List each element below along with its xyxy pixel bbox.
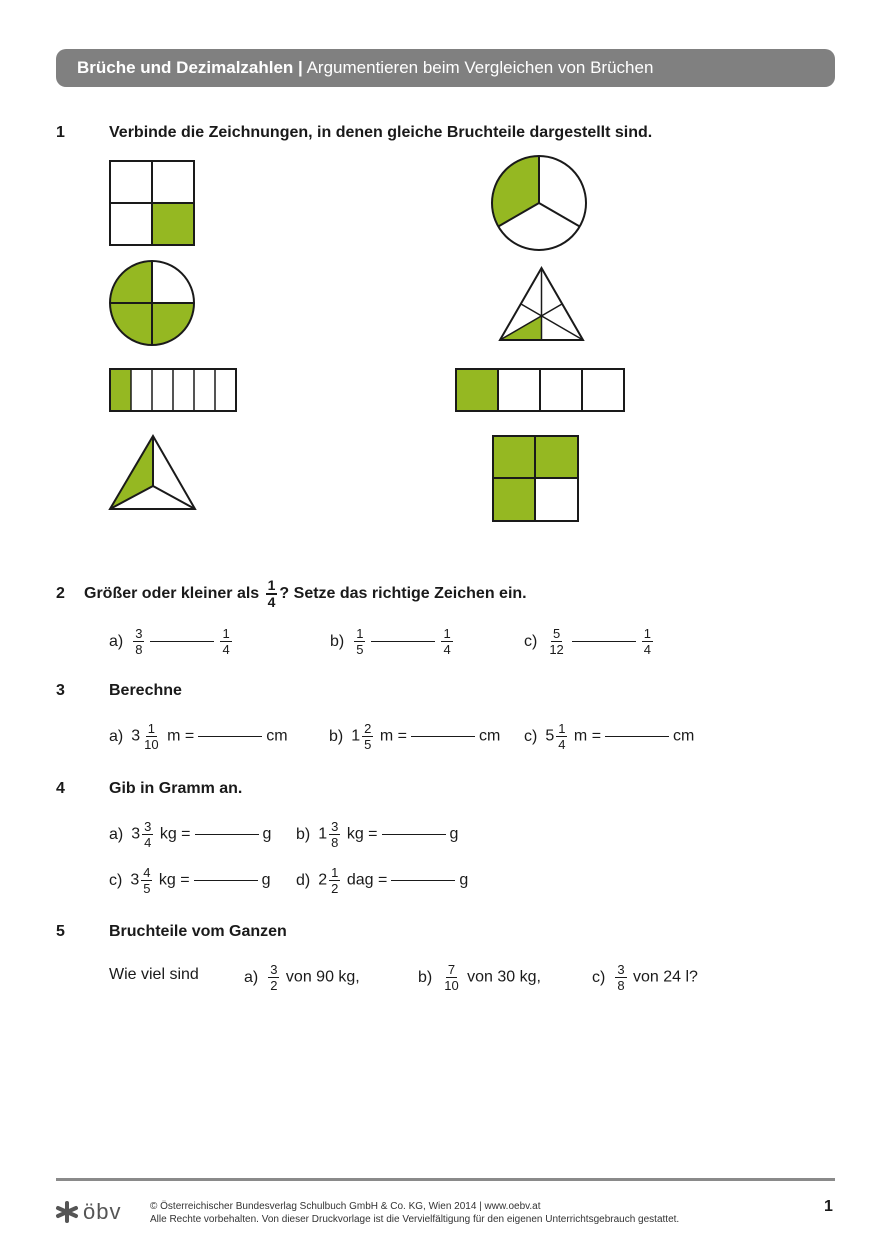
item-label: c) <box>524 632 538 650</box>
answer-blank[interactable] <box>371 641 435 642</box>
mixed-fraction <box>362 722 373 751</box>
task1-title: Verbinde die Zeichnungen, in denen gleiche Bruchteile dargestellt sind. <box>109 124 653 141</box>
task3-number: 3 <box>56 682 65 699</box>
mixed-whole: 3 <box>131 825 141 843</box>
item-label: b) <box>330 632 345 650</box>
fraction-numerator: 1 <box>356 626 364 641</box>
answer-blank[interactable] <box>605 736 669 737</box>
fraction-denominator: 4 <box>267 593 276 610</box>
mixed-whole: 1 <box>351 727 361 745</box>
fraction-right <box>642 627 653 656</box>
item-label: d) <box>296 871 311 889</box>
task5-number: 5 <box>56 923 65 940</box>
shape-square-three-quarters[interactable] <box>492 435 579 522</box>
fraction-left <box>547 627 565 656</box>
task4-item-a <box>109 820 271 849</box>
fraction-denominator: 5 <box>364 737 372 752</box>
unit-to: g <box>262 825 272 843</box>
fraction-numerator: 1 <box>443 626 451 641</box>
footer-line-2: Alle Rechte vorbehalten. Von dieser Druckvorlage ist die Vervielfältigung für den eigenen Unterrichtsgebrauch gestattet. <box>150 1214 680 1225</box>
fraction <box>442 963 460 992</box>
task5-title: Bruchteile vom Ganzen <box>109 923 287 940</box>
item-text: von 24 l? <box>633 968 698 986</box>
task2-item-c <box>524 627 655 656</box>
shape-circle-three-quarters[interactable] <box>109 260 195 346</box>
fraction-denominator: 4 <box>222 642 230 657</box>
unit-from: dag = <box>346 871 388 889</box>
unit-from: kg = <box>159 825 191 843</box>
fraction-denominator: 4 <box>558 737 566 752</box>
shape-bar-sixth[interactable] <box>109 368 237 412</box>
answer-blank[interactable] <box>382 834 446 835</box>
fraction-denominator: 4 <box>643 642 652 657</box>
unit-to: g <box>459 871 469 889</box>
fraction <box>615 963 626 992</box>
fraction-denominator: 2 <box>270 978 278 993</box>
item-text: von 30 kg, <box>467 968 541 986</box>
answer-blank[interactable] <box>194 880 258 881</box>
task2-item-a <box>109 627 234 656</box>
fraction-denominator: 8 <box>331 835 339 850</box>
shape-circle-third[interactable] <box>491 155 587 251</box>
task4-number: 4 <box>56 780 65 797</box>
header-title-rest: Argumentieren beim Vergleichen von Brüchen <box>302 58 654 77</box>
fraction-numerator: 1 <box>222 626 230 641</box>
fraction-right <box>220 627 231 656</box>
fraction-denominator: 2 <box>331 881 339 896</box>
item-label: a) <box>109 727 124 745</box>
unit-from: m = <box>379 727 407 745</box>
fraction-numerator: 3 <box>144 819 152 834</box>
fraction-denominator: 10 <box>444 978 459 993</box>
mixed-whole: 2 <box>318 871 328 889</box>
answer-blank[interactable] <box>150 641 214 642</box>
shape-triangle-sixth[interactable] <box>499 266 585 342</box>
fraction-denominator: 12 <box>549 642 564 657</box>
task4-item-b <box>296 820 458 849</box>
mixed-fraction <box>142 820 153 849</box>
fraction-numerator: 1 <box>147 721 155 736</box>
mixed-whole: 3 <box>131 727 141 745</box>
item-label: c) <box>524 727 538 745</box>
shape-triangle-third[interactable] <box>109 434 197 512</box>
task3-item-b <box>329 722 500 751</box>
fraction-denominator: 4 <box>443 642 451 657</box>
fraction-left <box>133 627 144 656</box>
task2-title-fraction <box>266 576 278 610</box>
item-label: c) <box>109 871 123 889</box>
task3-item-c <box>524 722 694 751</box>
item-label: b) <box>296 825 311 843</box>
mixed-fraction <box>141 866 152 895</box>
fraction-numerator: 3 <box>270 962 278 977</box>
unit-from: kg = <box>158 871 190 889</box>
task5-item-c <box>592 963 698 992</box>
item-label: a) <box>109 632 124 650</box>
item-text: von 90 kg, <box>285 968 360 986</box>
item-label: a) <box>244 968 259 986</box>
fraction-denominator: 10 <box>144 737 159 752</box>
mixed-fraction <box>329 866 340 895</box>
unit-to: cm <box>266 727 288 745</box>
unit-to: cm <box>478 727 501 745</box>
shape-square-quarter[interactable] <box>109 160 195 246</box>
unit-to: g <box>449 825 459 843</box>
answer-blank[interactable] <box>198 736 262 737</box>
item-label: c) <box>592 968 606 986</box>
mixed-whole: 3 <box>130 871 140 889</box>
footer-line-1: © Österreichischer Bundesverlag Schulbuch GmbH & Co. KG, Wien 2014 | www.oebv.at <box>150 1201 541 1212</box>
fraction-denominator: 5 <box>356 642 364 657</box>
fraction-denominator: 8 <box>135 642 143 657</box>
task4-item-c <box>109 866 271 895</box>
publisher-logo-icon <box>56 1201 78 1223</box>
fraction-numerator: 1 <box>643 626 652 641</box>
task4-title: Gib in Gramm an. <box>109 780 243 797</box>
fraction-numerator: 1 <box>331 865 339 880</box>
unit-from: m = <box>573 727 602 745</box>
mixed-fraction <box>556 722 567 751</box>
item-label: b) <box>329 727 344 745</box>
page-number: 1 <box>824 1198 833 1215</box>
fraction-left <box>354 627 365 656</box>
unit-from: kg = <box>346 825 378 843</box>
fraction-numerator: 1 <box>267 576 276 593</box>
task5-intro: Wie viel sind <box>109 966 199 983</box>
header-bar <box>56 49 835 87</box>
task2-title-after: ? Setze das richtige Zeichen ein. <box>279 585 527 602</box>
mixed-whole: 5 <box>545 727 555 745</box>
fraction-numerator: 1 <box>558 721 566 736</box>
unit-to: g <box>261 871 271 889</box>
fraction <box>268 963 279 992</box>
task1-number: 1 <box>56 124 65 141</box>
item-label: b) <box>418 968 433 986</box>
answer-blank[interactable] <box>572 641 636 642</box>
fraction-numerator: 5 <box>552 626 561 641</box>
answer-blank[interactable] <box>411 736 475 737</box>
mixed-whole: 1 <box>318 825 328 843</box>
fraction-numerator: 3 <box>331 819 339 834</box>
fraction-denominator: 8 <box>617 978 625 993</box>
task5-item-b <box>418 963 541 992</box>
footer-divider <box>56 1178 835 1181</box>
fraction-denominator: 5 <box>143 881 151 896</box>
footer-copyright <box>150 1200 679 1226</box>
fraction-right <box>441 627 452 656</box>
answer-blank[interactable] <box>195 834 259 835</box>
task2-title <box>84 576 527 612</box>
task2-title-before: Größer oder kleiner als <box>84 585 264 602</box>
publisher-logo: öbv <box>83 1199 122 1224</box>
fraction-numerator: 4 <box>143 865 151 880</box>
task4-item-d <box>296 866 468 895</box>
fraction-numerator: 7 <box>447 962 456 977</box>
answer-blank[interactable] <box>391 880 455 881</box>
fraction-numerator: 3 <box>135 626 143 641</box>
unit-from: m = <box>167 727 195 745</box>
mixed-fraction <box>142 722 160 751</box>
task5-item-a <box>244 963 360 992</box>
fraction-denominator: 4 <box>144 835 152 850</box>
shape-bar-quarter[interactable] <box>455 368 626 412</box>
unit-to: cm <box>673 727 695 745</box>
task2-number: 2 <box>56 585 65 602</box>
mixed-fraction <box>329 820 340 849</box>
fraction-numerator: 2 <box>364 721 372 736</box>
task2-item-b <box>330 627 455 656</box>
task3-item-a <box>109 722 288 751</box>
fraction-numerator: 3 <box>617 962 625 977</box>
header-title-bold: Brüche und Dezimalzahlen | <box>77 58 303 77</box>
task3-title: Berechne <box>109 682 182 699</box>
item-label: a) <box>109 825 124 843</box>
